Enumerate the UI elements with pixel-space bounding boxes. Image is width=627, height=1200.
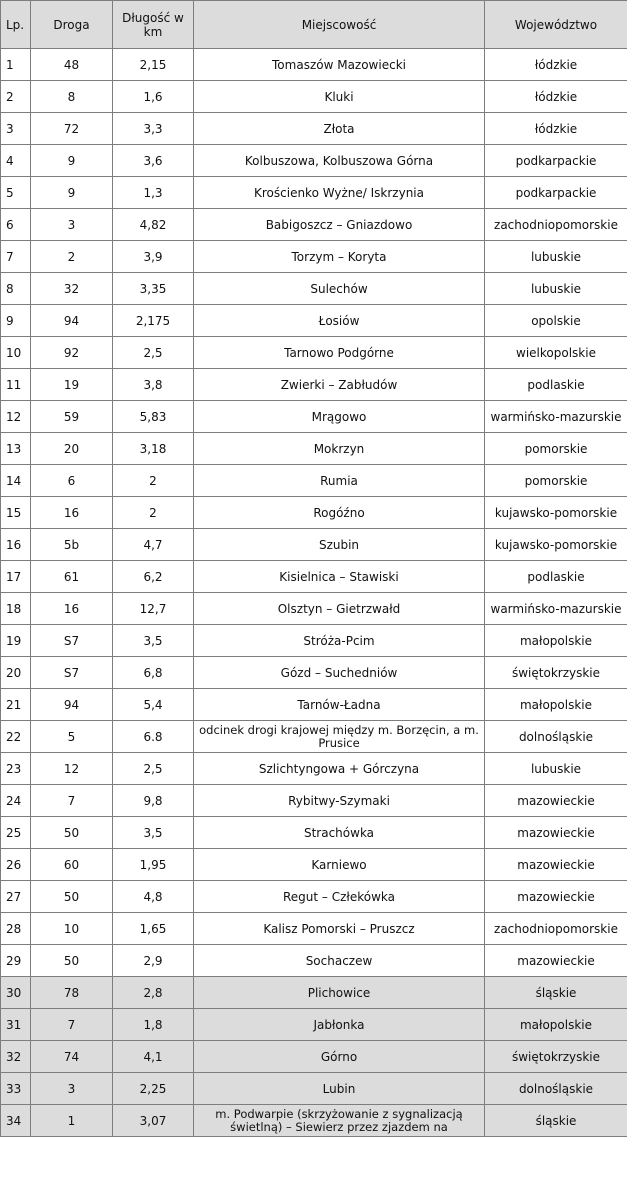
cell-droga: 3	[31, 209, 113, 241]
cell-lp: 20	[1, 657, 31, 689]
cell-miejscowosc: Kalisz Pomorski – Pruszcz	[194, 913, 485, 945]
table-header-row	[1, 1, 627, 49]
cell-wojewodztwo: warmińsko-mazurskie	[485, 593, 627, 625]
cell-droga: 5b	[31, 529, 113, 561]
cell-droga: 16	[31, 497, 113, 529]
cell-lp: 3	[1, 113, 31, 145]
cell-miejscowosc: Plichowice	[194, 977, 485, 1009]
cell-dlugosc: 3,8	[113, 369, 194, 401]
cell-lp: 28	[1, 913, 31, 945]
cell-miejscowosc: Szubin	[194, 529, 485, 561]
table-row	[1, 817, 627, 849]
cell-wojewodztwo: mazowieckie	[485, 881, 627, 913]
cell-droga: 7	[31, 785, 113, 817]
cell-wojewodztwo: lubuskie	[485, 753, 627, 785]
cell-miejscowosc: Stróża-Pcim	[194, 625, 485, 657]
table-row	[1, 593, 627, 625]
table-row	[1, 657, 627, 689]
cell-dlugosc: 5,4	[113, 689, 194, 721]
cell-droga: 9	[31, 177, 113, 209]
cell-lp: 30	[1, 977, 31, 1009]
cell-wojewodztwo: dolnośląskie	[485, 1073, 627, 1105]
cell-dlugosc: 3,5	[113, 625, 194, 657]
cell-wojewodztwo: podkarpackie	[485, 145, 627, 177]
table-row	[1, 113, 627, 145]
cell-wojewodztwo: łódzkie	[485, 113, 627, 145]
cell-lp: 22	[1, 721, 31, 753]
cell-droga: 12	[31, 753, 113, 785]
cell-dlugosc: 4,82	[113, 209, 194, 241]
cell-lp: 16	[1, 529, 31, 561]
cell-dlugosc: 2	[113, 465, 194, 497]
cell-miejscowosc: Rybitwy-Szymaki	[194, 785, 485, 817]
cell-wojewodztwo: mazowieckie	[485, 849, 627, 881]
cell-wojewodztwo: kujawsko-pomorskie	[485, 497, 627, 529]
cell-miejscowosc: Tomaszów Mazowiecki	[194, 49, 485, 81]
cell-dlugosc: 2,8	[113, 977, 194, 1009]
cell-miejscowosc: odcinek drogi krajowej między m. Borzęcin, a m. Prusice	[194, 721, 485, 753]
cell-droga: 6	[31, 465, 113, 497]
table-row	[1, 49, 627, 81]
table-row	[1, 945, 627, 977]
cell-dlugosc: 4,7	[113, 529, 194, 561]
cell-wojewodztwo: śląskie	[485, 977, 627, 1009]
cell-miejscowosc: Regut – Człekówka	[194, 881, 485, 913]
cell-droga: 16	[31, 593, 113, 625]
cell-lp: 27	[1, 881, 31, 913]
cell-droga: 59	[31, 401, 113, 433]
cell-lp: 33	[1, 1073, 31, 1105]
cell-miejscowosc: Gózd – Suchedniów	[194, 657, 485, 689]
cell-wojewodztwo: mazowieckie	[485, 785, 627, 817]
cell-dlugosc: 1,95	[113, 849, 194, 881]
cell-miejscowosc: Kluki	[194, 81, 485, 113]
table-row	[1, 529, 627, 561]
cell-lp: 15	[1, 497, 31, 529]
cell-droga: 74	[31, 1041, 113, 1073]
cell-droga: 50	[31, 945, 113, 977]
table-row	[1, 305, 627, 337]
table-row	[1, 273, 627, 305]
table-row	[1, 177, 627, 209]
cell-dlugosc: 12,7	[113, 593, 194, 625]
cell-wojewodztwo: łódzkie	[485, 81, 627, 113]
cell-miejscowosc: Mokrzyn	[194, 433, 485, 465]
cell-wojewodztwo: małopolskie	[485, 1009, 627, 1041]
cell-lp: 21	[1, 689, 31, 721]
cell-lp: 12	[1, 401, 31, 433]
table-row	[1, 849, 627, 881]
cell-dlugosc: 1,65	[113, 913, 194, 945]
cell-wojewodztwo: pomorskie	[485, 433, 627, 465]
cell-lp: 14	[1, 465, 31, 497]
cell-miejscowosc: Kolbuszowa, Kolbuszowa Górna	[194, 145, 485, 177]
cell-lp: 29	[1, 945, 31, 977]
cell-wojewodztwo: świętokrzyskie	[485, 1041, 627, 1073]
header-lp: Lp.	[1, 1, 31, 49]
header-miejscowosc: Miejscowość	[194, 1, 485, 49]
cell-droga: 20	[31, 433, 113, 465]
cell-droga: 72	[31, 113, 113, 145]
cell-wojewodztwo: pomorskie	[485, 465, 627, 497]
cell-lp: 19	[1, 625, 31, 657]
cell-droga: 3	[31, 1073, 113, 1105]
cell-lp: 6	[1, 209, 31, 241]
cell-droga: 94	[31, 305, 113, 337]
cell-dlugosc: 3,35	[113, 273, 194, 305]
header-dlugosc: Długość w km	[113, 1, 194, 49]
cell-droga: 1	[31, 1105, 113, 1137]
cell-droga: 2	[31, 241, 113, 273]
cell-lp: 1	[1, 49, 31, 81]
cell-lp: 25	[1, 817, 31, 849]
table-row	[1, 881, 627, 913]
cell-wojewodztwo: mazowieckie	[485, 945, 627, 977]
cell-dlugosc: 6.8	[113, 721, 194, 753]
cell-miejscowosc: Złota	[194, 113, 485, 145]
cell-wojewodztwo: wielkopolskie	[485, 337, 627, 369]
cell-dlugosc: 4,8	[113, 881, 194, 913]
cell-dlugosc: 9,8	[113, 785, 194, 817]
cell-dlugosc: 2,175	[113, 305, 194, 337]
cell-dlugosc: 2,15	[113, 49, 194, 81]
table-row	[1, 721, 627, 753]
cell-droga: 32	[31, 273, 113, 305]
cell-dlugosc: 4,1	[113, 1041, 194, 1073]
cell-dlugosc: 6,8	[113, 657, 194, 689]
cell-wojewodztwo: mazowieckie	[485, 817, 627, 849]
cell-wojewodztwo: dolnośląskie	[485, 721, 627, 753]
cell-wojewodztwo: kujawsko-pomorskie	[485, 529, 627, 561]
cell-droga: 10	[31, 913, 113, 945]
cell-miejscowosc: Krościenko Wyżne/ Iskrzynia	[194, 177, 485, 209]
header-droga: Droga	[31, 1, 113, 49]
cell-lp: 4	[1, 145, 31, 177]
table-body	[1, 49, 627, 1137]
cell-droga: 78	[31, 977, 113, 1009]
cell-dlugosc: 2,25	[113, 1073, 194, 1105]
table-row	[1, 1041, 627, 1073]
cell-dlugosc: 3,3	[113, 113, 194, 145]
cell-lp: 9	[1, 305, 31, 337]
cell-miejscowosc: Mrągowo	[194, 401, 485, 433]
cell-lp: 2	[1, 81, 31, 113]
cell-lp: 8	[1, 273, 31, 305]
cell-droga: 92	[31, 337, 113, 369]
table-row	[1, 753, 627, 785]
cell-droga: 5	[31, 721, 113, 753]
cell-miejscowosc: Tarnów-Ładna	[194, 689, 485, 721]
cell-dlugosc: 1,8	[113, 1009, 194, 1041]
cell-wojewodztwo: małopolskie	[485, 689, 627, 721]
table-row	[1, 497, 627, 529]
cell-droga: S7	[31, 657, 113, 689]
cell-dlugosc: 3,6	[113, 145, 194, 177]
cell-lp: 11	[1, 369, 31, 401]
table-row	[1, 369, 627, 401]
cell-lp: 13	[1, 433, 31, 465]
table-row	[1, 209, 627, 241]
cell-miejscowosc: Szlichtyngowa + Górczyna	[194, 753, 485, 785]
cell-miejscowosc: m. Podwarpie (skrzyżowanie z sygnalizacją świetlną) – Siewierz przez zjazdem na	[194, 1105, 485, 1137]
cell-wojewodztwo: łódzkie	[485, 49, 627, 81]
cell-dlugosc: 1,6	[113, 81, 194, 113]
cell-droga: 50	[31, 881, 113, 913]
cell-wojewodztwo: podlaskie	[485, 561, 627, 593]
table-row	[1, 1073, 627, 1105]
cell-wojewodztwo: śląskie	[485, 1105, 627, 1137]
table-row	[1, 145, 627, 177]
cell-lp: 7	[1, 241, 31, 273]
table-row	[1, 337, 627, 369]
cell-miejscowosc: Kisielnica – Stawiski	[194, 561, 485, 593]
table-row	[1, 433, 627, 465]
cell-lp: 5	[1, 177, 31, 209]
table-row	[1, 1105, 627, 1137]
table-row	[1, 625, 627, 657]
cell-wojewodztwo: podkarpackie	[485, 177, 627, 209]
cell-dlugosc: 2,9	[113, 945, 194, 977]
cell-miejscowosc: Karniewo	[194, 849, 485, 881]
cell-droga: 7	[31, 1009, 113, 1041]
table-row	[1, 785, 627, 817]
cell-miejscowosc: Sochaczew	[194, 945, 485, 977]
cell-miejscowosc: Olsztyn – Gietrzwałd	[194, 593, 485, 625]
cell-droga: 50	[31, 817, 113, 849]
table-row	[1, 465, 627, 497]
cell-miejscowosc: Łosiów	[194, 305, 485, 337]
cell-wojewodztwo: lubuskie	[485, 241, 627, 273]
cell-wojewodztwo: zachodniopomorskie	[485, 209, 627, 241]
cell-lp: 26	[1, 849, 31, 881]
cell-miejscowosc: Torzym – Koryta	[194, 241, 485, 273]
header-wojewodztwo: Województwo	[485, 1, 627, 49]
table-row	[1, 1009, 627, 1041]
cell-droga: 94	[31, 689, 113, 721]
cell-wojewodztwo: opolskie	[485, 305, 627, 337]
cell-dlugosc: 3,5	[113, 817, 194, 849]
cell-miejscowosc: Sulechów	[194, 273, 485, 305]
cell-lp: 24	[1, 785, 31, 817]
cell-droga: 19	[31, 369, 113, 401]
cell-dlugosc: 2	[113, 497, 194, 529]
cell-lp: 31	[1, 1009, 31, 1041]
cell-lp: 18	[1, 593, 31, 625]
cell-lp: 34	[1, 1105, 31, 1137]
cell-wojewodztwo: świętokrzyskie	[485, 657, 627, 689]
cell-dlugosc: 2,5	[113, 753, 194, 785]
cell-miejscowosc: Zwierki – Zabłudów	[194, 369, 485, 401]
cell-dlugosc: 5,83	[113, 401, 194, 433]
cell-miejscowosc: Strachówka	[194, 817, 485, 849]
cell-lp: 32	[1, 1041, 31, 1073]
cell-wojewodztwo: małopolskie	[485, 625, 627, 657]
cell-miejscowosc: Jabłonka	[194, 1009, 485, 1041]
cell-lp: 10	[1, 337, 31, 369]
cell-wojewodztwo: zachodniopomorskie	[485, 913, 627, 945]
table-row	[1, 689, 627, 721]
cell-miejscowosc: Tarnowo Podgórne	[194, 337, 485, 369]
cell-lp: 17	[1, 561, 31, 593]
cell-dlugosc: 1,3	[113, 177, 194, 209]
table-row	[1, 401, 627, 433]
cell-lp: 23	[1, 753, 31, 785]
cell-dlugosc: 3,18	[113, 433, 194, 465]
cell-wojewodztwo: warmińsko-mazurskie	[485, 401, 627, 433]
cell-dlugosc: 3,07	[113, 1105, 194, 1137]
table-row	[1, 241, 627, 273]
cell-droga: 60	[31, 849, 113, 881]
table-row	[1, 81, 627, 113]
cell-miejscowosc: Lubin	[194, 1073, 485, 1105]
cell-wojewodztwo: podlaskie	[485, 369, 627, 401]
cell-miejscowosc: Rumia	[194, 465, 485, 497]
cell-dlugosc: 6,2	[113, 561, 194, 593]
table-row	[1, 561, 627, 593]
cell-miejscowosc: Rogóźno	[194, 497, 485, 529]
cell-droga: 9	[31, 145, 113, 177]
cell-droga: 61	[31, 561, 113, 593]
table-row	[1, 913, 627, 945]
cell-droga: 48	[31, 49, 113, 81]
cell-dlugosc: 3,9	[113, 241, 194, 273]
cell-droga: S7	[31, 625, 113, 657]
cell-miejscowosc: Babigoszcz – Gniazdowo	[194, 209, 485, 241]
cell-dlugosc: 2,5	[113, 337, 194, 369]
cell-droga: 8	[31, 81, 113, 113]
table-row	[1, 977, 627, 1009]
cell-miejscowosc: Górno	[194, 1041, 485, 1073]
cell-wojewodztwo: lubuskie	[485, 273, 627, 305]
